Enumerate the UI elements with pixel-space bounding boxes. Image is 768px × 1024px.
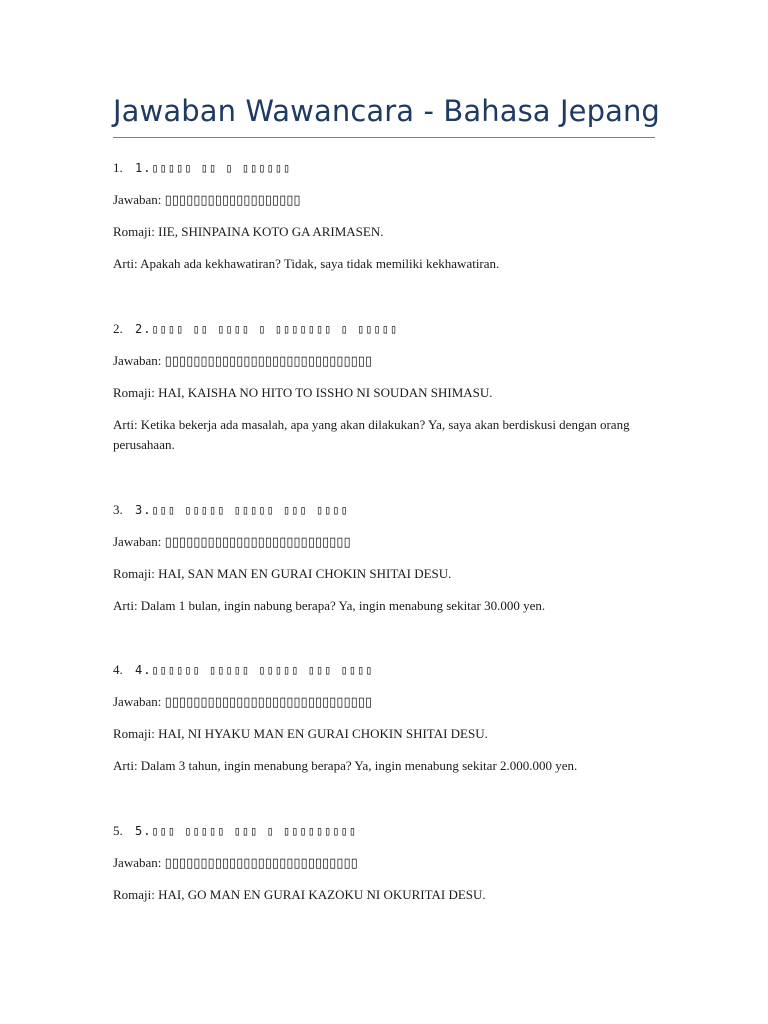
jawaban-line: Jawaban: ▯▯▯▯▯▯▯▯▯▯▯▯▯▯▯▯▯▯▯ (113, 192, 301, 207)
list-number: 3. (113, 502, 123, 517)
question-text: 5.▯▯▯ ▯▯▯▯▯ ▯▯▯ ▯ ▯▯▯▯▯▯▯▯▯ (135, 824, 358, 838)
jawaban-line: Jawaban: ▯▯▯▯▯▯▯▯▯▯▯▯▯▯▯▯▯▯▯▯▯▯▯▯▯▯▯▯▯ (113, 353, 373, 368)
question-text: 3.▯▯▯ ▯▯▯▯▯ ▯▯▯▯▯ ▯▯▯ ▯▯▯▯ (135, 503, 349, 517)
romaji-line: Romaji: IIE, SHINPAINA KOTO GA ARIMASEN. (113, 224, 384, 239)
jawaban-line: Jawaban: ▯▯▯▯▯▯▯▯▯▯▯▯▯▯▯▯▯▯▯▯▯▯▯▯▯▯ (113, 534, 351, 549)
question-text: 1.▯▯▯▯▯ ▯▯ ▯ ▯▯▯▯▯▯ (135, 161, 292, 175)
question-text: 2.▯▯▯▯ ▯▯ ▯▯▯▯ ▯ ▯▯▯▯▯▯▯ ▯ ▯▯▯▯▯ (135, 322, 399, 336)
romaji-line: Romaji: HAI, KAISHA NO HITO TO ISSHO NI SOUDAN SHIMASU. (113, 385, 493, 400)
question-line (113, 821, 655, 841)
question-text: 4.▯▯▯▯▯▯ ▯▯▯▯▯ ▯▯▯▯▯ ▯▯▯ ▯▯▯▯ (135, 663, 374, 677)
qa-item-4 (113, 660, 655, 776)
qa-item-3 (113, 500, 655, 616)
list-number: 1. (113, 160, 123, 175)
arti-line: Arti: Apakah ada kekhawatiran? Tidak, saya tidak memiliki kekhawatiran. (113, 256, 500, 271)
romaji-line: Romaji: HAI, SAN MAN EN GURAI CHOKIN SHITAI DESU. (113, 566, 452, 581)
document-title: Jawaban Wawancara - Bahasa Jepang (113, 94, 655, 138)
arti-line: Arti: Dalam 1 bulan, ingin nabung berapa? Ya, ingin menabung sekitar 30.000 yen. (113, 598, 546, 613)
romaji-line: Romaji: HAI, GO MAN EN GURAI KAZOKU NI OKURITAI DESU. (113, 887, 486, 902)
question-line (113, 158, 655, 178)
qa-item-5 (113, 821, 655, 905)
qa-item-2 (113, 319, 655, 455)
question-line (113, 319, 655, 339)
question-line (113, 500, 655, 520)
jawaban-line: Jawaban: ▯▯▯▯▯▯▯▯▯▯▯▯▯▯▯▯▯▯▯▯▯▯▯▯▯▯▯ (113, 855, 358, 870)
question-line (113, 660, 655, 680)
qa-item-1 (113, 158, 655, 274)
romaji-line: Romaji: HAI, NI HYAKU MAN EN GURAI CHOKIN SHITAI DESU. (113, 726, 488, 741)
arti-line: Arti: Dalam 3 tahun, ingin menabung berapa? Ya, ingin menabung sekitar 2.000.000 yen. (113, 758, 578, 773)
list-number: 4. (113, 662, 123, 677)
list-number: 2. (113, 321, 123, 336)
jawaban-line: Jawaban: ▯▯▯▯▯▯▯▯▯▯▯▯▯▯▯▯▯▯▯▯▯▯▯▯▯▯▯▯▯ (113, 694, 373, 709)
list-number: 5. (113, 823, 123, 838)
arti-line: Arti: Ketika bekerja ada masalah, apa yang akan dilakukan? Ya, saya akan berdiskusi dengan orang perusahaan. (113, 417, 630, 452)
